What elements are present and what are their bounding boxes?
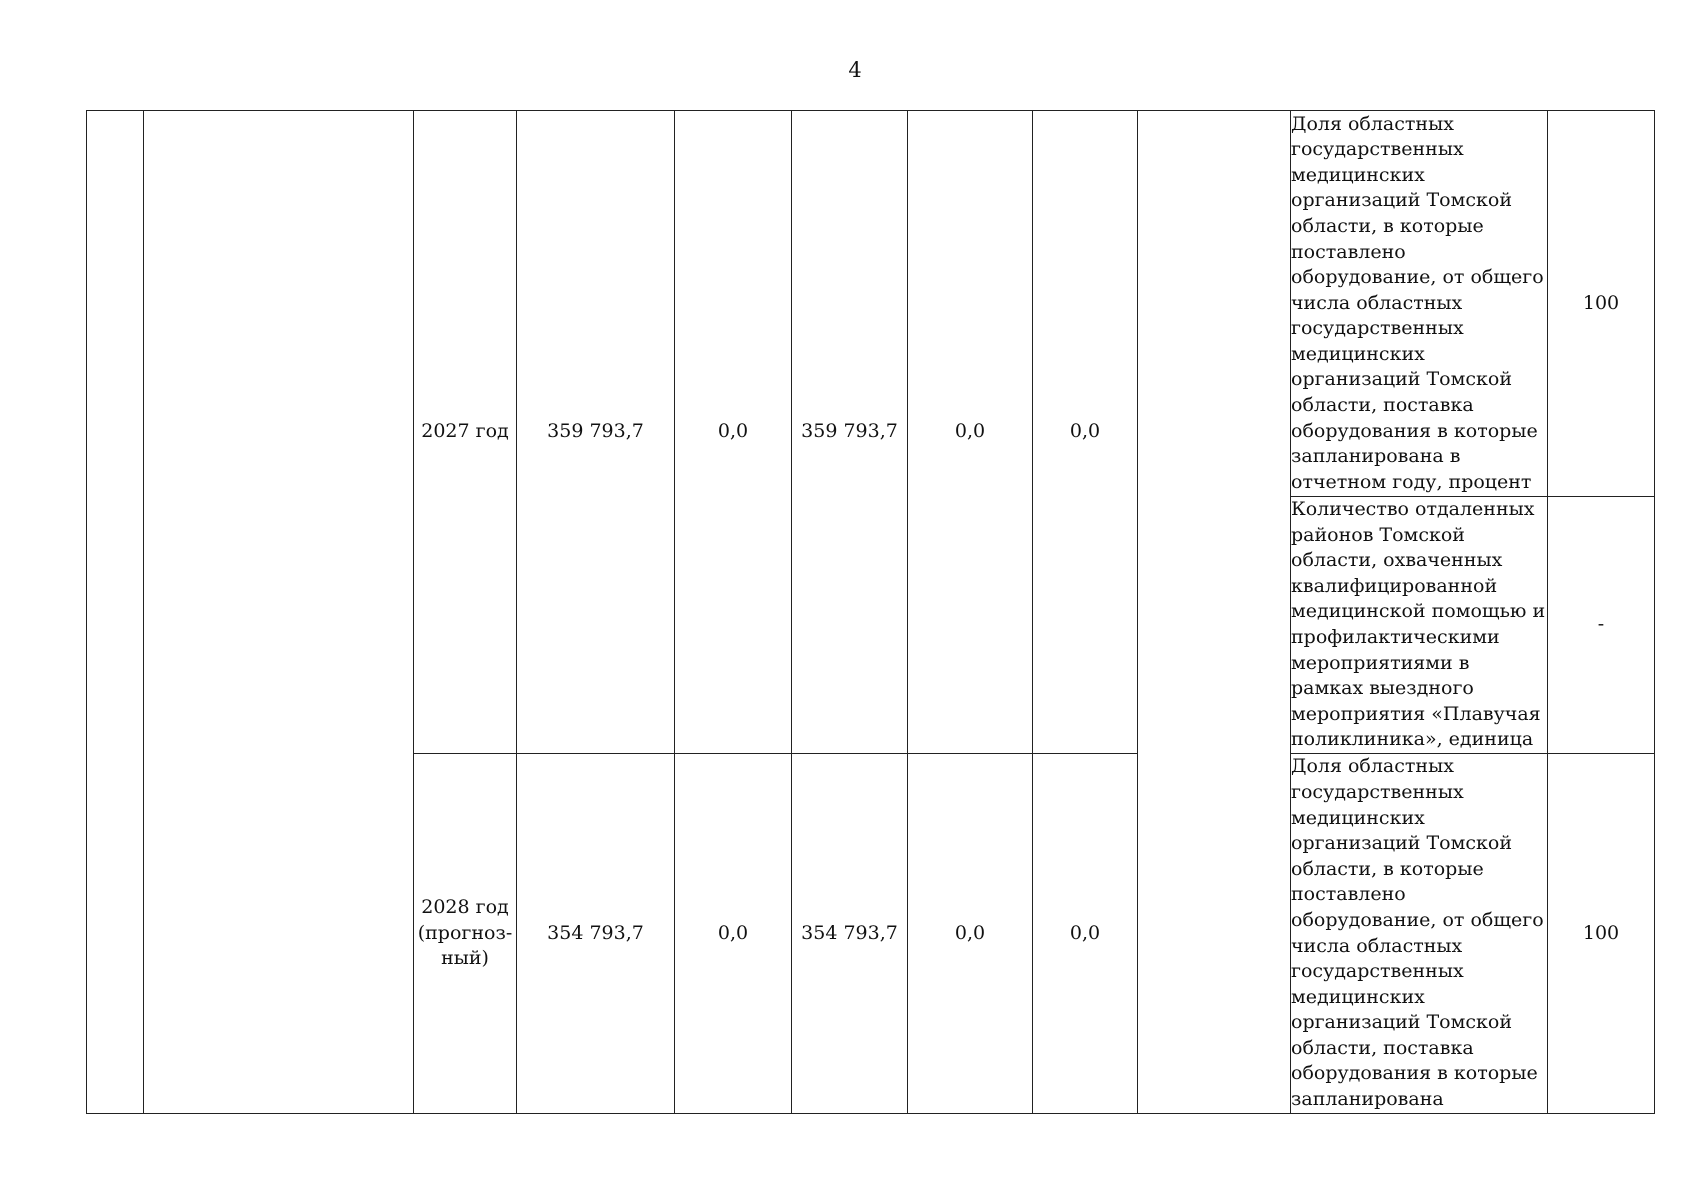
indicator-text: Доля областных государственных медицинских организаций Томской области, в которые поставлено оборудование, от общего числа областных государственных медицинских организаций Томской области, поставка оборудования в которые запланирована в отчетном году, процент xyxy=(1291,111,1548,497)
year-forecast-label-end: ный) xyxy=(441,947,489,970)
row-number-cell xyxy=(87,111,144,1114)
funding-table xyxy=(86,110,1655,1114)
extrabudgetary-cell: 0,0 xyxy=(1033,111,1138,754)
regional-budget-cell: 359 793,7 xyxy=(792,111,908,754)
local-budget-cell: 0,0 xyxy=(908,111,1033,754)
regional-budget-cell: 354 793,7 xyxy=(792,754,908,1114)
federal-budget-cell: 0,0 xyxy=(675,111,792,754)
page-number: 4 xyxy=(848,58,862,82)
extrabudgetary-cell: 0,0 xyxy=(1033,754,1138,1114)
year-forecast-label: (прогноз- xyxy=(417,921,513,944)
indicator-value: 100 xyxy=(1548,111,1655,497)
indicator-text: Количество отдаленных районов Томской области, охваченных квалифицированной медицинской помощью и профилактическими мероприятиями в рамках выездного мероприятия «Плавучая поликлиника», единица xyxy=(1291,497,1548,754)
indicator-name-cell xyxy=(1138,111,1291,1114)
total-cell: 354 793,7 xyxy=(517,754,675,1114)
total-cell: 359 793,7 xyxy=(517,111,675,754)
year-label: 2028 год xyxy=(421,896,509,919)
local-budget-cell: 0,0 xyxy=(908,754,1033,1114)
table-row-2027 xyxy=(87,111,1655,497)
year-cell xyxy=(414,754,517,1114)
year-label: 2027 год xyxy=(421,420,509,443)
task-name-cell xyxy=(144,111,414,1114)
indicator-value: - xyxy=(1548,497,1655,754)
federal-budget-cell: 0,0 xyxy=(675,754,792,1114)
year-cell xyxy=(414,111,517,754)
indicator-text: Доля областных государственных медицинских организаций Томской области, в которые поставлено оборудование, от общего числа областных государственных медицинских организаций Томской области, поставка оборудования в которые запланирована xyxy=(1291,754,1548,1114)
indicator-value: 100 xyxy=(1548,754,1655,1114)
